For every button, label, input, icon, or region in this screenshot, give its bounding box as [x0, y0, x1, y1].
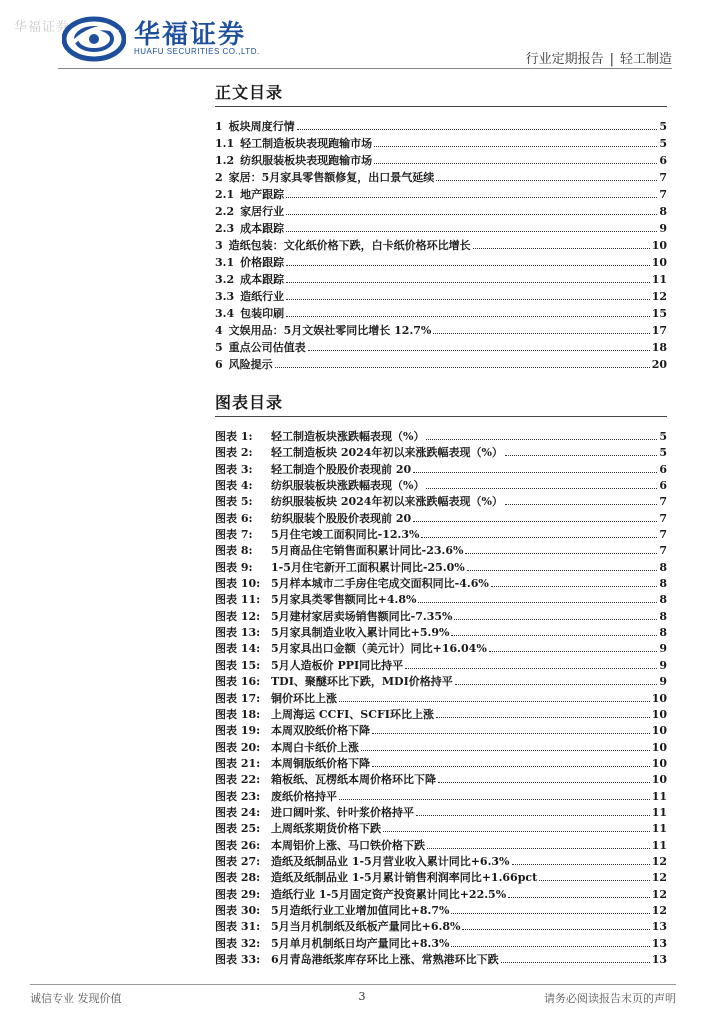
- figure-entry-title: 进口阔叶浆、针叶浆价格持平: [271, 805, 414, 819]
- toc-entry-number: 1: [215, 120, 223, 133]
- figures-list: [215, 428, 667, 967]
- figure-entry-page: 8: [659, 560, 667, 574]
- figure-entry-title: 箱板纸、瓦楞纸本周价格环比下降: [271, 773, 436, 787]
- figure-entry-title: 上周纸浆期货价格下跌: [271, 822, 381, 836]
- figure-entry-label: 图表 31:: [215, 920, 261, 934]
- toc-entry-page: 17: [651, 324, 667, 337]
- header-separator: |: [609, 52, 614, 67]
- figure-entry-label: 图表 14:: [215, 642, 261, 656]
- toc-entry[interactable]: [215, 237, 667, 254]
- toc-entry-page: 7: [659, 171, 667, 184]
- figure-entry-page: 11: [651, 789, 667, 803]
- report-type: 行业定期报告: [525, 52, 604, 67]
- toc-entry-page: 15: [651, 307, 667, 320]
- figure-entry[interactable]: [215, 477, 667, 493]
- toc-entry-title: 风险提示: [228, 358, 273, 371]
- figure-entry-title: 5月单月机制纸日均产量同比+8.3%: [271, 936, 450, 950]
- figure-entry[interactable]: [215, 444, 667, 460]
- figure-entry[interactable]: [215, 526, 667, 542]
- figure-entry-label: 图表 33:: [215, 953, 261, 966]
- figure-entry-title: 造纸行业 1-5月固定资产投资累计同比+22.5%: [271, 887, 507, 901]
- toc-entry-page: 6: [659, 154, 667, 167]
- figures-title: 图表目录: [215, 393, 284, 412]
- figure-entry[interactable]: [215, 591, 667, 607]
- figure-entry-title: 5月人造板价 PPI同比持平: [271, 658, 404, 672]
- toc-entry-number: 3.4: [215, 307, 235, 320]
- logo-emblem-icon: [62, 16, 126, 62]
- figure-entry-label: 图表 9:: [215, 560, 253, 574]
- figure-entry-label: 图表 29:: [215, 887, 261, 901]
- watermark: 华福证券: [14, 20, 71, 35]
- toc-leader-dots: [436, 180, 657, 181]
- figure-entry-label: 图表 21:: [215, 756, 261, 770]
- toc-entry-number: 3.2: [215, 273, 235, 286]
- figure-entry-page: 5: [659, 430, 667, 443]
- figure-entry-page: 10: [651, 740, 667, 754]
- figure-entry-title: 铜价环比上涨: [271, 691, 337, 705]
- figure-entry-page: 8: [659, 593, 667, 607]
- toc-entry-page: 9: [659, 222, 667, 235]
- toc-entry-page: 20: [651, 358, 667, 371]
- toc-entry-page: 11: [651, 273, 667, 286]
- figure-entry-label: 图表 4:: [215, 479, 253, 493]
- figure-entry-title: 6月青岛港纸浆库存环比上涨、常熟港环比下跌: [271, 953, 499, 966]
- figure-leader-dots: [421, 537, 657, 538]
- figure-entry-page: 11: [651, 822, 667, 836]
- figure-leader-dots: [501, 962, 650, 963]
- figure-leader-dots: [361, 750, 650, 751]
- figure-entry-page: 13: [651, 936, 667, 950]
- figure-leader-dots: [489, 651, 658, 652]
- figure-entry-page: 8: [659, 609, 667, 623]
- figure-entry[interactable]: [215, 673, 667, 689]
- toc-leader-dots: [297, 129, 658, 130]
- figure-entry-title: 造纸及纸制品业 1-5月营业收入累计同比+6.3%: [271, 854, 510, 868]
- figure-entry-title: TDI、聚醚环比下跌，MDI价格持平: [271, 675, 453, 689]
- figure-entry-page: 12: [651, 903, 667, 917]
- toc-entry-page: 10: [651, 256, 667, 269]
- figure-entry[interactable]: [215, 706, 667, 722]
- figure-leader-dots: [418, 602, 657, 603]
- toc-entry[interactable]: [215, 135, 667, 152]
- toc-entry-number: 6: [215, 358, 223, 371]
- figure-entry-label: 图表 22:: [215, 773, 261, 787]
- figure-entry-label: 图表 1:: [215, 430, 253, 443]
- toc-leader-dots: [433, 333, 649, 334]
- figure-leader-dots: [426, 488, 657, 489]
- figure-leader-dots: [454, 619, 657, 620]
- figure-leader-dots: [405, 668, 657, 669]
- figure-entry-label: 图表 5:: [215, 495, 253, 509]
- toc-entry-number: 1.2: [215, 154, 235, 167]
- toc-leader-dots: [286, 282, 650, 283]
- figure-leader-dots: [539, 880, 650, 881]
- figure-entry-title: 上周海运 CCFI、SCFI环比上涨: [271, 707, 434, 721]
- figure-entry-title: 本周铝价上涨、马口铁价格下跌: [271, 838, 425, 852]
- toc-entry-number: 2.3: [215, 222, 235, 235]
- figure-entry-label: 图表 19:: [215, 724, 261, 738]
- toc-leader-dots: [286, 214, 657, 215]
- figure-entry[interactable]: [215, 608, 667, 624]
- toc-entry-number: 4: [215, 324, 223, 337]
- toc-leader-dots: [308, 350, 650, 351]
- figure-entry-label: 图表 6:: [215, 511, 253, 525]
- toc-leader-dots: [473, 248, 650, 249]
- figure-entry-title: 本周铜版纸价格下降: [271, 756, 370, 770]
- toc-entry[interactable]: [215, 322, 667, 339]
- toc-entry-title: 文娱用品：5月文娱社零同比增长 12.7%: [228, 324, 432, 337]
- figure-entry-page: 13: [651, 953, 667, 966]
- figure-leader-dots: [451, 946, 649, 947]
- figure-entry-label: 图表 25:: [215, 822, 261, 836]
- figure-entry-label: 图表 12:: [215, 609, 261, 623]
- toc-title-rule: [215, 106, 667, 107]
- figure-leader-dots: [413, 521, 657, 522]
- figure-entry-label: 图表 18:: [215, 707, 261, 721]
- figure-entry-page: 13: [651, 920, 667, 934]
- toc-entry-title: 家居行业: [240, 205, 285, 218]
- figure-entry-page: 11: [651, 805, 667, 819]
- footer-slogan: 诚信专业 发现价值: [30, 992, 122, 1005]
- toc-entry-number: 3.3: [215, 290, 235, 303]
- figure-leader-dots: [508, 897, 650, 898]
- toc-entry[interactable]: [215, 169, 667, 186]
- footer-disclaimer: 请务必阅读报告末页的声明: [544, 992, 676, 1005]
- figure-entry-page: 8: [659, 626, 667, 640]
- figure-entry[interactable]: [215, 820, 667, 836]
- toc-entry-number: 2.1: [215, 188, 235, 201]
- header-divider: [58, 68, 672, 69]
- toc-entry-number: 2: [215, 171, 223, 184]
- toc-entry[interactable]: [215, 339, 667, 356]
- figure-entry-label: 图表 11:: [215, 593, 261, 607]
- toc-entry[interactable]: [215, 271, 667, 288]
- figure-entry[interactable]: [215, 722, 667, 738]
- figure-entry-title: 纺织服装板块涨跌幅表现（%）: [271, 479, 425, 493]
- toc-entry-title: 板块周度行情: [228, 120, 295, 133]
- figure-entry[interactable]: [215, 951, 667, 967]
- figure-leader-dots: [426, 439, 657, 440]
- toc-entry-title: 成本跟踪: [240, 222, 285, 235]
- logo-english-name: HUAFU SECURITIES CO.,LTD.: [134, 47, 260, 56]
- figure-entry[interactable]: [215, 755, 667, 771]
- toc-entry-number: 2.2: [215, 205, 235, 218]
- figure-entry-title: 5月造纸行业工业增加值同比+8.7%: [271, 903, 450, 917]
- toc-leader-dots: [286, 265, 650, 266]
- toc-entry-title: 价格跟踪: [240, 256, 285, 269]
- figure-entry-title: 轻工制造个股股价表现前 20: [271, 462, 412, 476]
- figure-entry[interactable]: [215, 853, 667, 869]
- footer-divider: [30, 984, 676, 985]
- figure-entry-label: 图表 32:: [215, 936, 261, 950]
- figure-entry-page: 6: [659, 479, 667, 493]
- figure-entry-page: 5: [659, 446, 667, 460]
- toc-entry-number: 3: [215, 239, 223, 252]
- figure-entry-page: 7: [659, 511, 667, 525]
- figure-entry[interactable]: [215, 869, 667, 885]
- figure-entry-title: 纺织服装板块 2024年初以来涨跌幅表现（%）: [271, 495, 503, 509]
- figure-entry-label: 图表 3:: [215, 462, 253, 476]
- figure-entry-page: 9: [659, 642, 667, 656]
- figure-entry-label: 图表 30:: [215, 903, 261, 917]
- figure-entry-page: 10: [651, 756, 667, 770]
- toc-leader-dots: [286, 197, 657, 198]
- figure-entry-label: 图表 26:: [215, 838, 261, 852]
- figure-entry-page: 10: [651, 724, 667, 738]
- figure-entry-page: 12: [651, 871, 667, 885]
- figure-entry-page: 7: [659, 495, 667, 509]
- figure-leader-dots: [512, 864, 650, 865]
- figure-leader-dots: [413, 472, 657, 473]
- toc-leader-dots: [374, 163, 657, 164]
- figure-entry-title: 纺织服装个股股价表现前 20: [271, 511, 412, 525]
- figure-entry-label: 图表 16:: [215, 675, 261, 689]
- figure-entry-label: 图表 17:: [215, 691, 261, 705]
- figure-entry-title: 5月住宅竣工面积同比-12.3%: [271, 528, 420, 542]
- figure-entry[interactable]: [215, 886, 667, 902]
- toc-entry[interactable]: [215, 203, 667, 220]
- toc-leader-dots: [286, 299, 650, 300]
- figure-entry-label: 图表 23:: [215, 789, 261, 803]
- figure-leader-dots: [339, 799, 650, 800]
- figure-entry-title: 5月建材家居卖场销售额同比-7.35%: [271, 609, 453, 623]
- figure-leader-dots: [383, 831, 650, 832]
- figure-leader-dots: [465, 553, 657, 554]
- toc-entry-title: 纺织服装板块表现跑输市场: [240, 154, 373, 167]
- figure-entry-page: 10: [651, 707, 667, 721]
- figure-entry[interactable]: [215, 788, 667, 804]
- page-number: 3: [358, 990, 366, 1003]
- figure-entry[interactable]: [215, 624, 667, 640]
- toc-entry-title: 家居：5月家具零售额修复，出口景气延续: [228, 171, 435, 184]
- figure-entry-page: 11: [651, 838, 667, 852]
- figure-entry[interactable]: [215, 771, 667, 787]
- logo-chinese-name: 华福证券: [134, 20, 247, 50]
- figure-leader-dots: [339, 701, 650, 702]
- toc-leader-dots: [275, 367, 650, 368]
- toc-entry-number: 3.1: [215, 256, 235, 269]
- toc-entry-page: 8: [659, 205, 667, 218]
- toc-entry[interactable]: [215, 186, 667, 203]
- toc-entry-title: 造纸包装：文化纸价格下跌，白卡纸价格环比增长: [228, 239, 471, 252]
- figure-leader-dots: [416, 815, 650, 816]
- figure-entry-label: 图表 10:: [215, 577, 261, 591]
- figure-entry[interactable]: [215, 739, 667, 755]
- report-header: [526, 48, 672, 67]
- toc-entry-number: 5: [215, 341, 223, 354]
- toc-leader-dots: [286, 316, 650, 317]
- toc-entry-page: 12: [651, 290, 667, 303]
- toc-entry-title: 重点公司估值表: [228, 341, 306, 354]
- figure-entry-page: 12: [651, 854, 667, 868]
- figure-entry[interactable]: [215, 690, 667, 706]
- figure-entry-page: 7: [659, 544, 667, 558]
- toc-entry-page: 18: [651, 341, 667, 354]
- figure-entry-title: 5月家具类零售额同比+4.8%: [271, 593, 417, 607]
- toc-title: 正文目录: [215, 83, 284, 102]
- toc-entry[interactable]: [215, 152, 667, 169]
- figure-entry-page: 10: [651, 691, 667, 705]
- figure-leader-dots: [427, 848, 650, 849]
- figure-entry-title: 轻工制造板块 2024年初以来涨跌幅表现（%）: [271, 446, 503, 460]
- figure-leader-dots: [467, 570, 658, 571]
- industry-name: 轻工制造: [619, 52, 672, 67]
- figure-entry[interactable]: [215, 493, 667, 509]
- toc-entry-page: 10: [651, 239, 667, 252]
- figure-entry[interactable]: [215, 935, 667, 951]
- figure-entry-label: 图表 13:: [215, 626, 261, 640]
- figure-entry-title: 5月商品住宅销售面积累计同比-23.6%: [271, 544, 464, 558]
- figure-entry-title: 1-5月住宅新开工面积累计同比-25.0%: [271, 560, 465, 574]
- figure-leader-dots: [451, 913, 649, 914]
- figure-entry-title: 本周白卡纸价上涨: [271, 740, 359, 754]
- toc-entry-title: 成本跟踪: [240, 273, 285, 286]
- figure-entry-title: 5月家具制造业收入累计同比+5.9%: [271, 626, 450, 640]
- figure-entry-page: 8: [659, 577, 667, 591]
- figure-entry-page: 7: [659, 528, 667, 542]
- toc-entry-title: 包装印刷: [240, 307, 285, 320]
- figure-entry-label: 图表 24:: [215, 805, 261, 819]
- toc-entry-number: 1.1: [215, 137, 235, 150]
- figure-entry[interactable]: [215, 640, 667, 656]
- figure-entry[interactable]: [215, 657, 667, 673]
- toc-leader-dots: [374, 146, 657, 147]
- figure-entry-label: 图表 8:: [215, 544, 253, 558]
- figure-entry-page: 9: [659, 675, 667, 689]
- figure-entry-title: 造纸及纸制品业 1-5月累计销售利润率同比+1.66pct: [271, 871, 538, 885]
- figure-entry[interactable]: [215, 542, 667, 558]
- toc-list: [215, 118, 667, 373]
- figure-entry-label: 图表 7:: [215, 528, 253, 542]
- figure-entry-label: 图表 15:: [215, 658, 261, 672]
- figure-entry[interactable]: [215, 461, 667, 477]
- figure-entry[interactable]: [215, 918, 667, 934]
- figures-title-rule: [215, 416, 667, 417]
- toc-entry[interactable]: [215, 254, 667, 271]
- figure-leader-dots: [436, 717, 650, 718]
- figure-entry-page: 9: [659, 658, 667, 672]
- figure-entry-title: 废纸价格持平: [271, 789, 337, 803]
- figure-entry-label: 图表 27:: [215, 854, 261, 868]
- figure-entry-title: 本周双胶纸价格下降: [271, 724, 370, 738]
- figure-entry[interactable]: [215, 804, 667, 820]
- toc-entry[interactable]: [215, 305, 667, 322]
- figure-leader-dots: [505, 455, 657, 456]
- figure-entry-title: 5月家具出口金额（美元计）同比+16.04%: [271, 642, 487, 656]
- figure-entry[interactable]: [215, 837, 667, 853]
- figure-entry-title: 轻工制造板块涨跌幅表现（%）: [271, 430, 425, 443]
- toc-entry-title: 轻工制造板块表现跑输市场: [240, 137, 373, 150]
- figure-entry-title: 5月样本城市二手房住宅成交面积同比-4.6%: [271, 577, 489, 591]
- figure-entry-page: 12: [651, 887, 667, 901]
- figure-leader-dots: [505, 504, 657, 505]
- toc-entry[interactable]: [215, 288, 667, 305]
- toc-entry[interactable]: [215, 220, 667, 237]
- figure-leader-dots: [372, 733, 650, 734]
- figure-entry[interactable]: [215, 902, 667, 918]
- figure-entry[interactable]: [215, 510, 667, 526]
- figure-entry-label: 图表 28:: [215, 871, 261, 885]
- toc-entry-page: 5: [659, 137, 667, 150]
- figure-entry[interactable]: [215, 428, 667, 444]
- figure-entry-page: 6: [659, 462, 667, 476]
- figure-entry[interactable]: [215, 575, 667, 591]
- figure-leader-dots: [438, 782, 650, 783]
- figure-leader-dots: [455, 684, 658, 685]
- toc-leader-dots: [286, 231, 657, 232]
- company-logo: [62, 14, 282, 66]
- figure-leader-dots: [451, 635, 657, 636]
- figure-leader-dots: [462, 929, 649, 930]
- figure-entry-label: 图表 20:: [215, 740, 261, 754]
- toc-entry[interactable]: [215, 118, 667, 135]
- figure-leader-dots: [372, 766, 650, 767]
- figure-entry[interactable]: [215, 559, 667, 575]
- figure-entry-page: 10: [651, 773, 667, 787]
- toc-entry-page: 7: [659, 188, 667, 201]
- figure-entry-label: 图表 2:: [215, 446, 253, 460]
- toc-entry-page: 5: [659, 120, 667, 133]
- toc-entry-title: 地产跟踪: [240, 188, 285, 201]
- figure-entry-title: 5月当月机制纸及纸板产量同比+6.8%: [271, 920, 461, 934]
- figure-leader-dots: [491, 586, 658, 587]
- toc-entry[interactable]: [215, 356, 667, 373]
- toc-entry-title: 造纸行业: [240, 290, 285, 303]
